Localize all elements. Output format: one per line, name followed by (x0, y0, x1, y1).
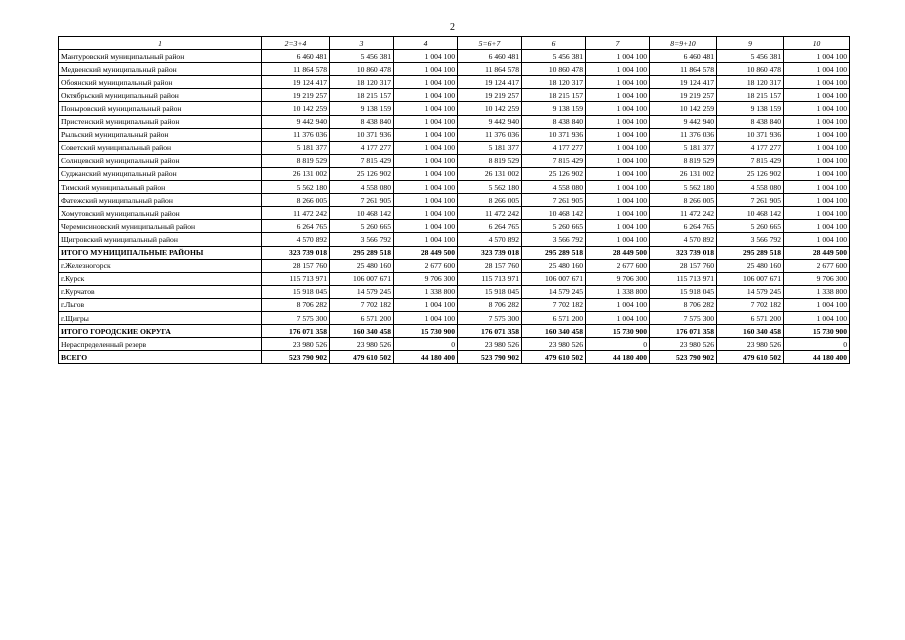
amount-cell: 1 004 100 (586, 298, 650, 311)
amount-cell: 15 730 900 (784, 325, 850, 338)
amount-cell: 7 702 182 (522, 298, 586, 311)
amount-cell: 7 702 182 (330, 298, 394, 311)
total-row (59, 246, 850, 259)
amount-cell: 1 004 100 (586, 128, 650, 141)
amount-cell: 9 706 300 (394, 272, 458, 285)
amount-cell: 19 124 417 (262, 76, 330, 89)
row-label: Поныровский муниципальный район (59, 102, 262, 115)
amount-cell: 4 558 080 (522, 181, 586, 194)
amount-cell: 23 980 526 (650, 338, 717, 351)
amount-cell: 5 456 381 (522, 50, 586, 63)
total-row (59, 351, 850, 364)
amount-cell: 523 790 902 (262, 351, 330, 364)
amount-cell: 323 739 018 (262, 246, 330, 259)
amount-cell: 1 004 100 (394, 194, 458, 207)
row-label: Фатежский муниципальный район (59, 194, 262, 207)
amount-cell: 7 575 300 (458, 311, 522, 324)
amount-cell: 1 004 100 (586, 102, 650, 115)
amount-cell: 1 004 100 (784, 128, 850, 141)
amount-cell: 44 180 400 (586, 351, 650, 364)
amount-cell: 1 004 100 (586, 233, 650, 246)
row-label: Тимский муниципальный район (59, 181, 262, 194)
amount-cell: 115 713 971 (458, 272, 522, 285)
column-header: 1 (59, 37, 262, 50)
amount-cell: 11 472 242 (262, 207, 330, 220)
row-label: Хомутовский муниципальный район (59, 207, 262, 220)
amount-cell: 1 004 100 (784, 167, 850, 180)
amount-cell: 9 706 300 (586, 272, 650, 285)
amount-cell: 1 004 100 (784, 311, 850, 324)
amount-cell: 6 571 200 (522, 311, 586, 324)
amount-cell: 25 480 160 (330, 259, 394, 272)
amount-cell: 4 558 080 (330, 181, 394, 194)
table-row (59, 298, 850, 311)
amount-cell: 1 004 100 (586, 50, 650, 63)
table-row (59, 181, 850, 194)
amount-cell: 4 177 277 (717, 141, 784, 154)
amount-cell: 10 860 478 (717, 63, 784, 76)
amount-cell: 10 860 478 (330, 63, 394, 76)
total-row (59, 325, 850, 338)
table-row (59, 338, 850, 351)
amount-cell: 1 004 100 (586, 63, 650, 76)
amount-cell: 176 071 358 (458, 325, 522, 338)
amount-cell: 1 004 100 (586, 76, 650, 89)
row-label: Обоянский муниципальный район (59, 76, 262, 89)
table-row (59, 63, 850, 76)
amount-cell: 9 442 940 (650, 115, 717, 128)
amount-cell: 11 376 036 (262, 128, 330, 141)
amount-cell: 1 004 100 (394, 220, 458, 233)
table-row (59, 220, 850, 233)
table-row (59, 233, 850, 246)
column-header: 2=3+4 (262, 37, 330, 50)
amount-cell: 295 289 518 (522, 246, 586, 259)
amount-cell: 1 004 100 (394, 50, 458, 63)
amount-cell: 1 004 100 (784, 141, 850, 154)
amount-cell: 1 004 100 (784, 181, 850, 194)
row-label: Черемисиновский муниципальный район (59, 220, 262, 233)
row-label: Пристенский муниципальный район (59, 115, 262, 128)
amount-cell: 1 004 100 (586, 115, 650, 128)
amount-cell: 23 980 526 (522, 338, 586, 351)
amount-cell: 1 004 100 (394, 141, 458, 154)
amount-cell: 8 266 005 (262, 194, 330, 207)
amount-cell: 11 864 578 (262, 63, 330, 76)
amount-cell: 1 004 100 (394, 207, 458, 220)
row-label: Суджанский муниципальный район (59, 167, 262, 180)
amount-cell: 19 219 257 (458, 89, 522, 102)
amount-cell: 523 790 902 (650, 351, 717, 364)
table-body (59, 50, 850, 364)
amount-cell: 19 219 257 (650, 89, 717, 102)
amount-cell: 9 442 940 (262, 115, 330, 128)
amount-cell: 6 571 200 (717, 311, 784, 324)
amount-cell: 10 468 142 (522, 207, 586, 220)
amount-cell: 7 261 905 (522, 194, 586, 207)
amount-cell: 1 004 100 (586, 154, 650, 167)
amount-cell: 44 180 400 (784, 351, 850, 364)
row-label: Щигровский муниципальный район (59, 233, 262, 246)
amount-cell: 7 815 429 (522, 154, 586, 167)
amount-cell: 19 219 257 (262, 89, 330, 102)
amount-cell: 1 004 100 (394, 311, 458, 324)
amount-cell: 10 142 259 (650, 102, 717, 115)
amount-cell: 15 730 900 (586, 325, 650, 338)
row-label: г.Курчатов (59, 285, 262, 298)
amount-cell: 106 007 671 (522, 272, 586, 285)
table-header (59, 37, 850, 50)
budget-table (58, 36, 850, 364)
amount-cell: 1 004 100 (784, 233, 850, 246)
row-label: ВСЕГО (59, 351, 262, 364)
row-label: Нераспределенный резерв (59, 338, 262, 351)
amount-cell: 1 004 100 (784, 194, 850, 207)
amount-cell: 8 819 529 (650, 154, 717, 167)
column-header: 5=6+7 (458, 37, 522, 50)
amount-cell: 5 260 665 (330, 220, 394, 233)
amount-cell: 4 570 892 (262, 233, 330, 246)
amount-cell: 323 739 018 (650, 246, 717, 259)
table-row (59, 154, 850, 167)
amount-cell: 19 124 417 (458, 76, 522, 89)
amount-cell: 1 004 100 (586, 167, 650, 180)
amount-cell: 115 713 971 (650, 272, 717, 285)
amount-cell: 1 004 100 (586, 194, 650, 207)
row-label: Советский муниципальный район (59, 141, 262, 154)
amount-cell: 8 819 529 (262, 154, 330, 167)
amount-cell: 25 480 160 (717, 259, 784, 272)
amount-cell: 28 157 760 (458, 259, 522, 272)
amount-cell: 28 449 500 (394, 246, 458, 259)
amount-cell: 7 815 429 (330, 154, 394, 167)
row-label: г.Щигры (59, 311, 262, 324)
amount-cell: 160 340 458 (717, 325, 784, 338)
amount-cell: 1 338 800 (784, 285, 850, 298)
amount-cell: 10 371 936 (717, 128, 784, 141)
table-row (59, 76, 850, 89)
table-row (59, 311, 850, 324)
amount-cell: 4 558 080 (717, 181, 784, 194)
amount-cell: 11 472 242 (650, 207, 717, 220)
amount-cell: 14 579 245 (330, 285, 394, 298)
amount-cell: 11 376 036 (650, 128, 717, 141)
amount-cell: 7 261 905 (330, 194, 394, 207)
amount-cell: 1 004 100 (784, 115, 850, 128)
amount-cell: 11 472 242 (458, 207, 522, 220)
amount-cell: 1 004 100 (586, 181, 650, 194)
amount-cell: 1 004 100 (784, 102, 850, 115)
amount-cell: 5 562 180 (262, 181, 330, 194)
amount-cell: 9 138 159 (330, 102, 394, 115)
table-row (59, 50, 850, 63)
amount-cell: 23 980 526 (458, 338, 522, 351)
amount-cell: 28 449 500 (586, 246, 650, 259)
row-label: ИТОГО МУНИЦИПАЛЬНЫЕ РАЙОНЫ (59, 246, 262, 259)
amount-cell: 479 610 502 (330, 351, 394, 364)
table-row (59, 272, 850, 285)
amount-cell: 25 126 902 (522, 167, 586, 180)
amount-cell: 8 266 005 (458, 194, 522, 207)
row-label: Октябрьский муниципальный район (59, 89, 262, 102)
amount-cell: 1 338 800 (394, 285, 458, 298)
amount-cell: 5 181 377 (650, 141, 717, 154)
column-header: 8=9+10 (650, 37, 717, 50)
amount-cell: 1 004 100 (784, 298, 850, 311)
amount-cell: 25 126 902 (330, 167, 394, 180)
amount-cell: 10 468 142 (330, 207, 394, 220)
amount-cell: 6 264 765 (262, 220, 330, 233)
row-label: Мантуровский муниципальный район (59, 50, 262, 63)
table-row (59, 207, 850, 220)
amount-cell: 160 340 458 (522, 325, 586, 338)
amount-cell: 11 864 578 (458, 63, 522, 76)
column-header: 10 (784, 37, 850, 50)
amount-cell: 9 706 300 (784, 272, 850, 285)
amount-cell: 11 864 578 (650, 63, 717, 76)
amount-cell: 115 713 971 (262, 272, 330, 285)
amount-cell: 18 215 157 (330, 89, 394, 102)
table-row (59, 128, 850, 141)
amount-cell: 10 142 259 (262, 102, 330, 115)
amount-cell: 1 004 100 (784, 89, 850, 102)
amount-cell: 26 131 002 (262, 167, 330, 180)
amount-cell: 23 980 526 (717, 338, 784, 351)
amount-cell: 1 004 100 (784, 220, 850, 233)
amount-cell: 1 004 100 (394, 115, 458, 128)
amount-cell: 176 071 358 (262, 325, 330, 338)
amount-cell: 295 289 518 (717, 246, 784, 259)
amount-cell: 5 260 665 (522, 220, 586, 233)
table-row (59, 285, 850, 298)
amount-cell: 9 138 159 (717, 102, 784, 115)
amount-cell: 6 571 200 (330, 311, 394, 324)
amount-cell: 323 739 018 (458, 246, 522, 259)
amount-cell: 7 702 182 (717, 298, 784, 311)
amount-cell: 10 371 936 (522, 128, 586, 141)
page-number: 2 (450, 22, 455, 33)
header-row (59, 37, 850, 50)
amount-cell: 1 004 100 (586, 220, 650, 233)
amount-cell: 6 460 481 (650, 50, 717, 63)
amount-cell: 6 264 765 (458, 220, 522, 233)
row-label: г.Льгов (59, 298, 262, 311)
amount-cell: 18 120 317 (522, 76, 586, 89)
amount-cell: 0 (586, 338, 650, 351)
amount-cell: 1 004 100 (394, 128, 458, 141)
amount-cell: 28 157 760 (262, 259, 330, 272)
amount-cell: 7 261 905 (717, 194, 784, 207)
amount-cell: 8 266 005 (650, 194, 717, 207)
table-row (59, 89, 850, 102)
amount-cell: 10 860 478 (522, 63, 586, 76)
amount-cell: 1 004 100 (586, 207, 650, 220)
amount-cell: 523 790 902 (458, 351, 522, 364)
amount-cell: 1 004 100 (784, 76, 850, 89)
amount-cell: 5 456 381 (330, 50, 394, 63)
amount-cell: 8 706 282 (458, 298, 522, 311)
amount-cell: 15 918 045 (262, 285, 330, 298)
amount-cell: 26 131 002 (458, 167, 522, 180)
amount-cell: 9 442 940 (458, 115, 522, 128)
amount-cell: 18 215 157 (522, 89, 586, 102)
amount-cell: 479 610 502 (717, 351, 784, 364)
amount-cell: 2 677 600 (784, 259, 850, 272)
amount-cell: 4 177 277 (522, 141, 586, 154)
row-label: г.Курск (59, 272, 262, 285)
amount-cell: 7 815 429 (717, 154, 784, 167)
row-label: ИТОГО ГОРОДСКИЕ ОКРУГА (59, 325, 262, 338)
table-row (59, 167, 850, 180)
amount-cell: 8 706 282 (262, 298, 330, 311)
amount-cell: 3 566 792 (522, 233, 586, 246)
row-label: Рыльский муниципальный район (59, 128, 262, 141)
amount-cell: 3 566 792 (717, 233, 784, 246)
row-label: Медвенский муниципальный район (59, 63, 262, 76)
amount-cell: 25 480 160 (522, 259, 586, 272)
amount-cell: 1 004 100 (394, 102, 458, 115)
amount-cell: 1 004 100 (394, 298, 458, 311)
amount-cell: 0 (784, 338, 850, 351)
amount-cell: 18 120 317 (330, 76, 394, 89)
amount-cell: 2 677 600 (394, 259, 458, 272)
amount-cell: 4 177 277 (330, 141, 394, 154)
amount-cell: 26 131 002 (650, 167, 717, 180)
amount-cell: 5 562 180 (458, 181, 522, 194)
amount-cell: 23 980 526 (330, 338, 394, 351)
amount-cell: 1 004 100 (394, 76, 458, 89)
amount-cell: 8 819 529 (458, 154, 522, 167)
amount-cell: 3 566 792 (330, 233, 394, 246)
row-label: г.Железногорск (59, 259, 262, 272)
amount-cell: 18 120 317 (717, 76, 784, 89)
amount-cell: 11 376 036 (458, 128, 522, 141)
amount-cell: 1 338 800 (586, 285, 650, 298)
table-row (59, 259, 850, 272)
amount-cell: 1 004 100 (394, 89, 458, 102)
amount-cell: 44 180 400 (394, 351, 458, 364)
table-row (59, 141, 850, 154)
amount-cell: 15 730 900 (394, 325, 458, 338)
amount-cell: 2 677 600 (586, 259, 650, 272)
amount-cell: 295 289 518 (330, 246, 394, 259)
amount-cell: 23 980 526 (262, 338, 330, 351)
amount-cell: 5 181 377 (458, 141, 522, 154)
amount-cell: 15 918 045 (650, 285, 717, 298)
column-header: 7 (586, 37, 650, 50)
column-header: 4 (394, 37, 458, 50)
amount-cell: 14 579 245 (717, 285, 784, 298)
amount-cell: 25 126 902 (717, 167, 784, 180)
amount-cell: 176 071 358 (650, 325, 717, 338)
amount-cell: 15 918 045 (458, 285, 522, 298)
amount-cell: 8 438 840 (522, 115, 586, 128)
amount-cell: 4 570 892 (458, 233, 522, 246)
amount-cell: 6 264 765 (650, 220, 717, 233)
amount-cell: 9 138 159 (522, 102, 586, 115)
amount-cell: 8 438 840 (717, 115, 784, 128)
table-row (59, 102, 850, 115)
amount-cell: 5 181 377 (262, 141, 330, 154)
amount-cell: 1 004 100 (784, 154, 850, 167)
amount-cell: 106 007 671 (717, 272, 784, 285)
column-header: 6 (522, 37, 586, 50)
amount-cell: 6 460 481 (458, 50, 522, 63)
amount-cell: 1 004 100 (784, 63, 850, 76)
amount-cell: 106 007 671 (330, 272, 394, 285)
row-label: Солнцевский муниципальный район (59, 154, 262, 167)
amount-cell: 1 004 100 (394, 233, 458, 246)
amount-cell: 5 562 180 (650, 181, 717, 194)
amount-cell: 10 468 142 (717, 207, 784, 220)
amount-cell: 160 340 458 (330, 325, 394, 338)
amount-cell: 10 371 936 (330, 128, 394, 141)
amount-cell: 8 706 282 (650, 298, 717, 311)
amount-cell: 1 004 100 (586, 141, 650, 154)
column-header: 3 (330, 37, 394, 50)
amount-cell: 1 004 100 (784, 207, 850, 220)
amount-cell: 1 004 100 (586, 89, 650, 102)
amount-cell: 4 570 892 (650, 233, 717, 246)
amount-cell: 28 449 500 (784, 246, 850, 259)
table-row (59, 194, 850, 207)
amount-cell: 5 260 665 (717, 220, 784, 233)
amount-cell: 8 438 840 (330, 115, 394, 128)
amount-cell: 1 004 100 (394, 154, 458, 167)
amount-cell: 0 (394, 338, 458, 351)
table-row (59, 115, 850, 128)
amount-cell: 5 456 381 (717, 50, 784, 63)
amount-cell: 1 004 100 (394, 167, 458, 180)
amount-cell: 479 610 502 (522, 351, 586, 364)
amount-cell: 10 142 259 (458, 102, 522, 115)
amount-cell: 1 004 100 (394, 63, 458, 76)
amount-cell: 6 460 481 (262, 50, 330, 63)
column-header: 9 (717, 37, 784, 50)
amount-cell: 19 124 417 (650, 76, 717, 89)
amount-cell: 1 004 100 (586, 311, 650, 324)
amount-cell: 1 004 100 (394, 181, 458, 194)
amount-cell: 7 575 300 (650, 311, 717, 324)
amount-cell: 1 004 100 (784, 50, 850, 63)
amount-cell: 18 215 157 (717, 89, 784, 102)
amount-cell: 28 157 760 (650, 259, 717, 272)
amount-cell: 7 575 300 (262, 311, 330, 324)
amount-cell: 14 579 245 (522, 285, 586, 298)
